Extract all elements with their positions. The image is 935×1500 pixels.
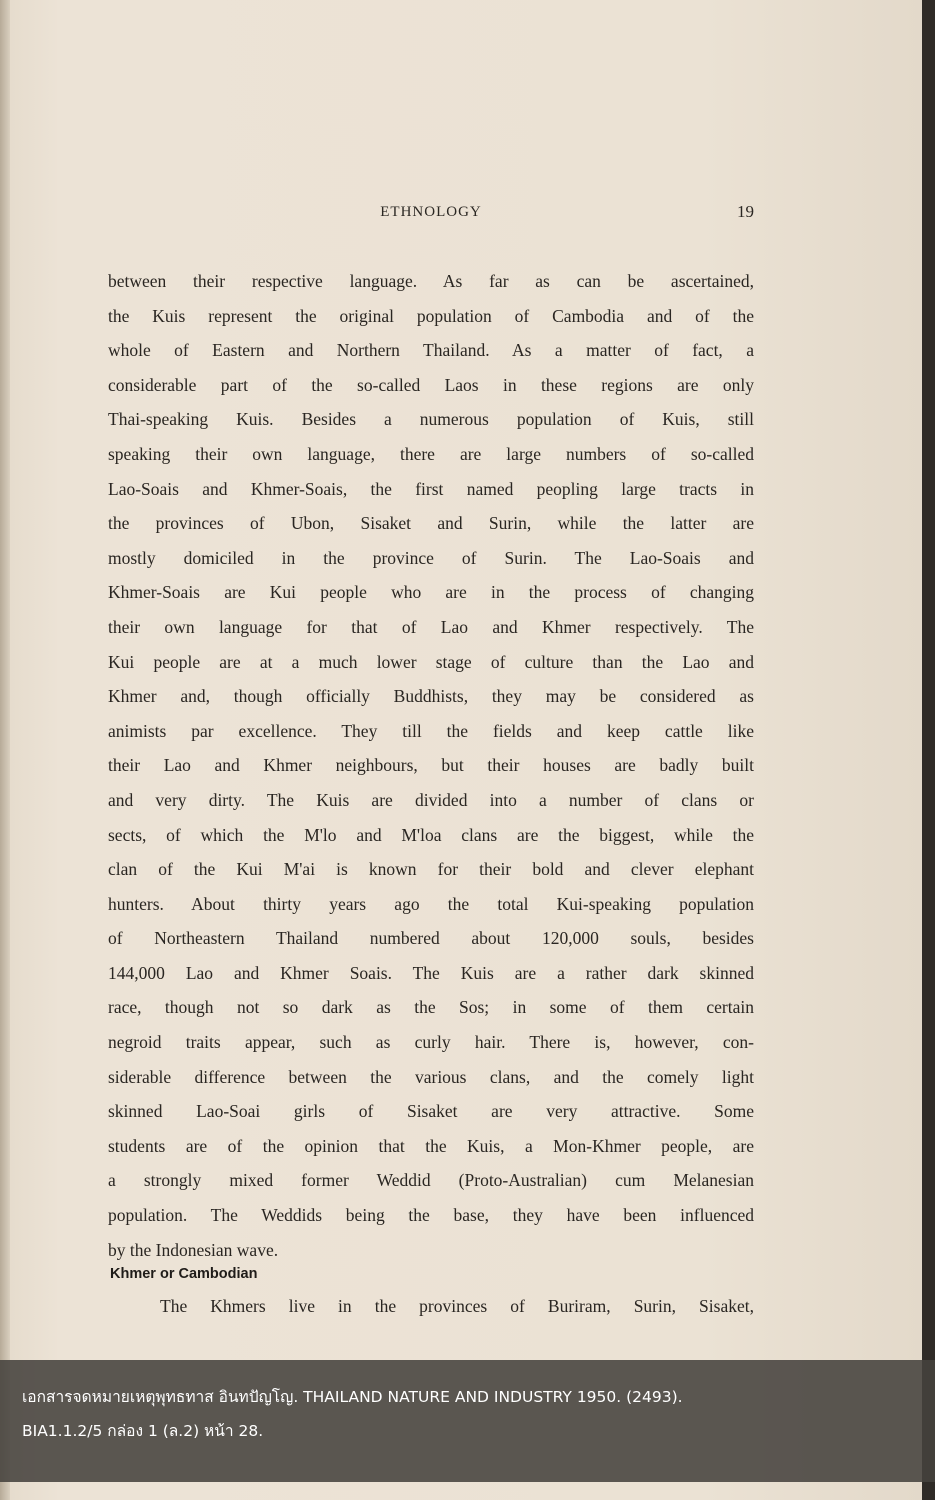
- text-line: mostly domiciled in the province of Surin. The Lao-Soais and: [108, 547, 754, 568]
- archive-caption-bar: [0, 1360, 935, 1482]
- text-line: considerable part of the so-called Laos in these regions are only: [108, 374, 754, 395]
- section-first-line: The Khmers live in the provinces of Buriram, Surin, Sisaket,: [160, 1296, 754, 1316]
- caption-line-1: เอกสารจดหมายเหตุพุทธทาส อินทปัญโญ. THAILAND NATURE AND INDUSTRY 1950. (2493).: [22, 1388, 683, 1406]
- archive-caption: [22, 1380, 915, 1448]
- text-line: Kui people are at a much lower stage of culture than the Lao and: [108, 651, 754, 672]
- text-line: clan of the Kui M'ai is known for their bold and clever elephant: [108, 859, 754, 880]
- text-line: 144,000 Lao and Khmer Soais. The Kuis are a rather dark skinned: [108, 962, 754, 983]
- text-line: by the Indonesian wave.: [108, 1239, 279, 1260]
- page-spine-shadow: [0, 0, 10, 1500]
- text-line: sects, of which the M'lo and M'loa clans are the biggest, while the: [108, 824, 754, 845]
- text-line: and very dirty. The Kuis are divided into a number of clans or: [108, 789, 754, 810]
- text-line: Thai-speaking Kuis. Besides a numerous population of Kuis, still: [108, 409, 754, 430]
- text-line: students are of the opinion that the Kuis, a Mon-Khmer people, are: [108, 1135, 754, 1156]
- body-paragraph: [108, 264, 754, 1267]
- text-line: their own language for that of Lao and Khmer respectively. The: [108, 616, 754, 637]
- text-line: animists par excellence. They till the fields and keep cattle like: [108, 720, 754, 741]
- running-title: ETHNOLOGY: [380, 204, 482, 220]
- text-line: whole of Eastern and Northern Thailand. As a matter of fact, a: [108, 340, 754, 361]
- text-line: the Kuis represent the original population of Cambodia and of the: [108, 305, 754, 326]
- text-line: Khmer-Soais are Kui people who are in the process of changing: [108, 582, 754, 603]
- text-line: Lao-Soais and Khmer-Soais, the first named peopling large tracts in: [108, 478, 754, 499]
- text-line: population. The Weddids being the base, they have been influenced: [108, 1205, 754, 1226]
- text-line: Khmer and, though officially Buddhists, they may be considered as: [108, 686, 754, 707]
- caption-line-2: BIA1.1.2/5 กล่อง 1 (ล.2) หน้า 28.: [22, 1422, 264, 1440]
- text-line: their Lao and Khmer neighbours, but their houses are badly built: [108, 755, 754, 776]
- page-number: 19: [737, 202, 754, 221]
- text-line: of Northeastern Thailand numbered about 120,000 souls, besides: [108, 928, 754, 949]
- section-heading: Khmer or Cambodian: [110, 1266, 258, 1282]
- text-line: siderable difference between the various clans, and the comely light: [108, 1066, 754, 1087]
- page-header: [108, 204, 754, 228]
- text-line: skinned Lao-Soai girls of Sisaket are very attractive. Some: [108, 1101, 754, 1122]
- text-line: race, though not so dark as the Sos; in some of them certain: [108, 997, 754, 1018]
- text-line: between their respective language. As far as can be ascertained,: [108, 271, 754, 291]
- text-line: negroid traits appear, such as curly hair. There is, however, con-: [108, 1032, 754, 1053]
- text-line: the provinces of Ubon, Sisaket and Surin, while the latter are: [108, 513, 754, 534]
- text-line: speaking their own language, there are large numbers of so-called: [108, 443, 754, 464]
- text-line: hunters. About thirty years ago the total Kui-speaking population: [108, 893, 754, 914]
- text-line: a strongly mixed former Weddid (Proto-Australian) cum Melanesian: [108, 1170, 754, 1191]
